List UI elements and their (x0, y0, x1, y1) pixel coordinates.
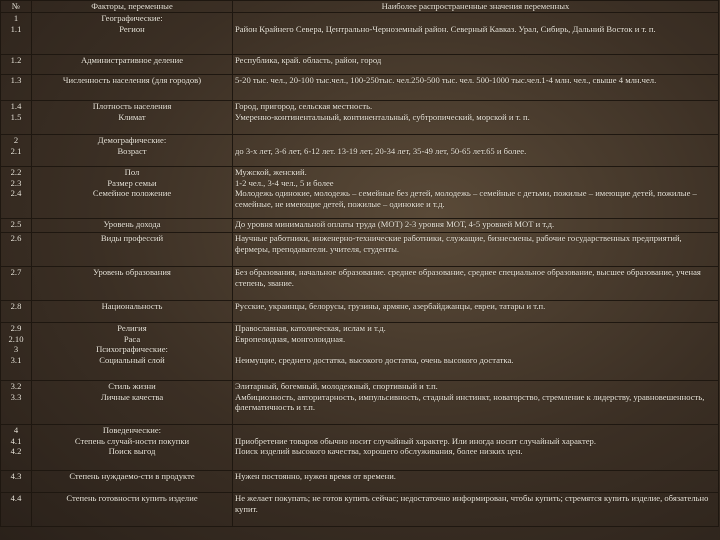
row-value: до 3-х лет, 3-6 лет, 6-12 лет. 13-19 лет, 20-34 лет, 35-49 лет, 50-65 лет.65 и более. (233, 135, 719, 167)
table-row (1, 55, 719, 75)
table-row (1, 135, 719, 167)
header-num: № (1, 1, 32, 13)
row-value: Научные работники, инженерно-технические работники, служащие, бизнесмены, рабочие государственных предприятий, фермеры, преподаватели. учителя, студенты. (233, 233, 719, 267)
row-value: Православная, католическая, ислам и т.д. Европеоидная, монголоидная. Неимущие, среднего достатка, высокого достатка, очень высокого достатка. (233, 323, 719, 381)
row-factor: Уровень образования (32, 267, 233, 301)
row-factor: Религия Раса Психографические: Социальный слой (32, 323, 233, 381)
row-num: 3.2 3.3 (1, 381, 32, 425)
row-value: Приобретение товаров обычно носит случайный характер. Или иногда носит случайный характер. Поиск изделий высокого качества, хорошего обслуживания, более низких цен. (233, 425, 719, 471)
row-num: 2.7 (1, 267, 32, 301)
row-num: 4.3 (1, 471, 32, 493)
header-row (1, 1, 719, 13)
row-num: 2 2.1 (1, 135, 32, 167)
row-factor: Географические: Регион (32, 13, 233, 55)
row-factor: Национальность (32, 301, 233, 323)
row-value: Элитарный, богемный, молодежный, спортивный и т.п. Амбициозность, авторитарность, импульсивность, стадный инстинкт, новаторство, стремление к лидерству, уравновешенность, флегматичность и т.п. (233, 381, 719, 425)
row-value: Город, пригород, сельская местность. Умеренно-континентальный, континентальный, субтропический, морской и т. п. (233, 101, 719, 135)
row-num: 2.6 (1, 233, 32, 267)
table-row (1, 493, 719, 527)
row-num: 1 1.1 (1, 13, 32, 55)
table-row (1, 219, 719, 233)
table-row (1, 13, 719, 55)
row-num: 4 4.1 4.2 (1, 425, 32, 471)
row-factor: Степень нуждаемо-сти в продукте (32, 471, 233, 493)
row-factor: Пол Размер семьи Семейное положение (32, 167, 233, 219)
row-value: Мужской, женский. 1-2 чел., 3-4 чел., 5 и более Молодежь одинокие, молодежь – семейные без детей, молодежь – семейные с детьми, пожилые – имеющие детей, пожилые – семейные, не имеющие детей, пожилые – одинокие и т.д. (233, 167, 719, 219)
table-row (1, 101, 719, 135)
row-factor: Демографические: Возраст (32, 135, 233, 167)
row-factor: Виды профессий (32, 233, 233, 267)
row-factor: Поведенческие: Степень случай-ности покупки Поиск выгод (32, 425, 233, 471)
row-value: Республика, край. область, район, город (233, 55, 719, 75)
row-factor: Численность населения (для городов) (32, 75, 233, 101)
row-num: 1.4 1.5 (1, 101, 32, 135)
row-value: Без образования, начальное образование. среднее образование, среднее специальное образование, высшее образование, ученая степень, звание. (233, 267, 719, 301)
row-value: 5-20 тыс. чел., 20-100 тыс.чел., 100-250тыс. чел.250-500 тыс. чел. 500-1000 тыс.чел.1-4 млн. чел., свыше 4 млн.чел. (233, 75, 719, 101)
table-row (1, 75, 719, 101)
table-row (1, 267, 719, 301)
row-num: 1.3 (1, 75, 32, 101)
table-row (1, 233, 719, 267)
row-factor: Плотность населения Климат (32, 101, 233, 135)
row-factor: Стиль жизни Личные качества (32, 381, 233, 425)
row-num: 1.2 (1, 55, 32, 75)
row-num: 2.9 2.10 3 3.1 (1, 323, 32, 381)
table-row (1, 381, 719, 425)
row-value: Русские, украинцы, белорусы, грузины, армяне, азербайджанцы, евреи, татары и т.п. (233, 301, 719, 323)
header-factor: Факторы, переменные (32, 1, 233, 13)
row-num: 4.4 (1, 493, 32, 527)
table-row (1, 471, 719, 493)
row-value: Не желает покупать; не готов купить сейчас; недостаточно информирован, чтобы купить; стремятся купить изделие, обязательно купит. (233, 493, 719, 527)
row-num: 2.5 (1, 219, 32, 233)
table-row (1, 301, 719, 323)
header-values: Наиболее распространенные значения переменных (233, 1, 719, 13)
table-row (1, 167, 719, 219)
row-value: Нужен постоянно, нужен время от времени. (233, 471, 719, 493)
row-factor: Административное деление (32, 55, 233, 75)
table-row (1, 425, 719, 471)
row-value: До уровня минимальной оплаты труда (МОТ) 2-3 уровня МОТ, 4-5 уровней МОТ и т.д. (233, 219, 719, 233)
row-factor: Степень готовности купить изделие (32, 493, 233, 527)
row-num: 2.2 2.3 2.4 (1, 167, 32, 219)
table-row (1, 323, 719, 381)
row-value: Район Крайнего Севера, Центрально-Черноземный район. Северный Кавказ. Урал, Сибирь, Дальний Восток и т. п. (233, 13, 719, 55)
row-num: 2.8 (1, 301, 32, 323)
row-factor: Уровень дохода (32, 219, 233, 233)
